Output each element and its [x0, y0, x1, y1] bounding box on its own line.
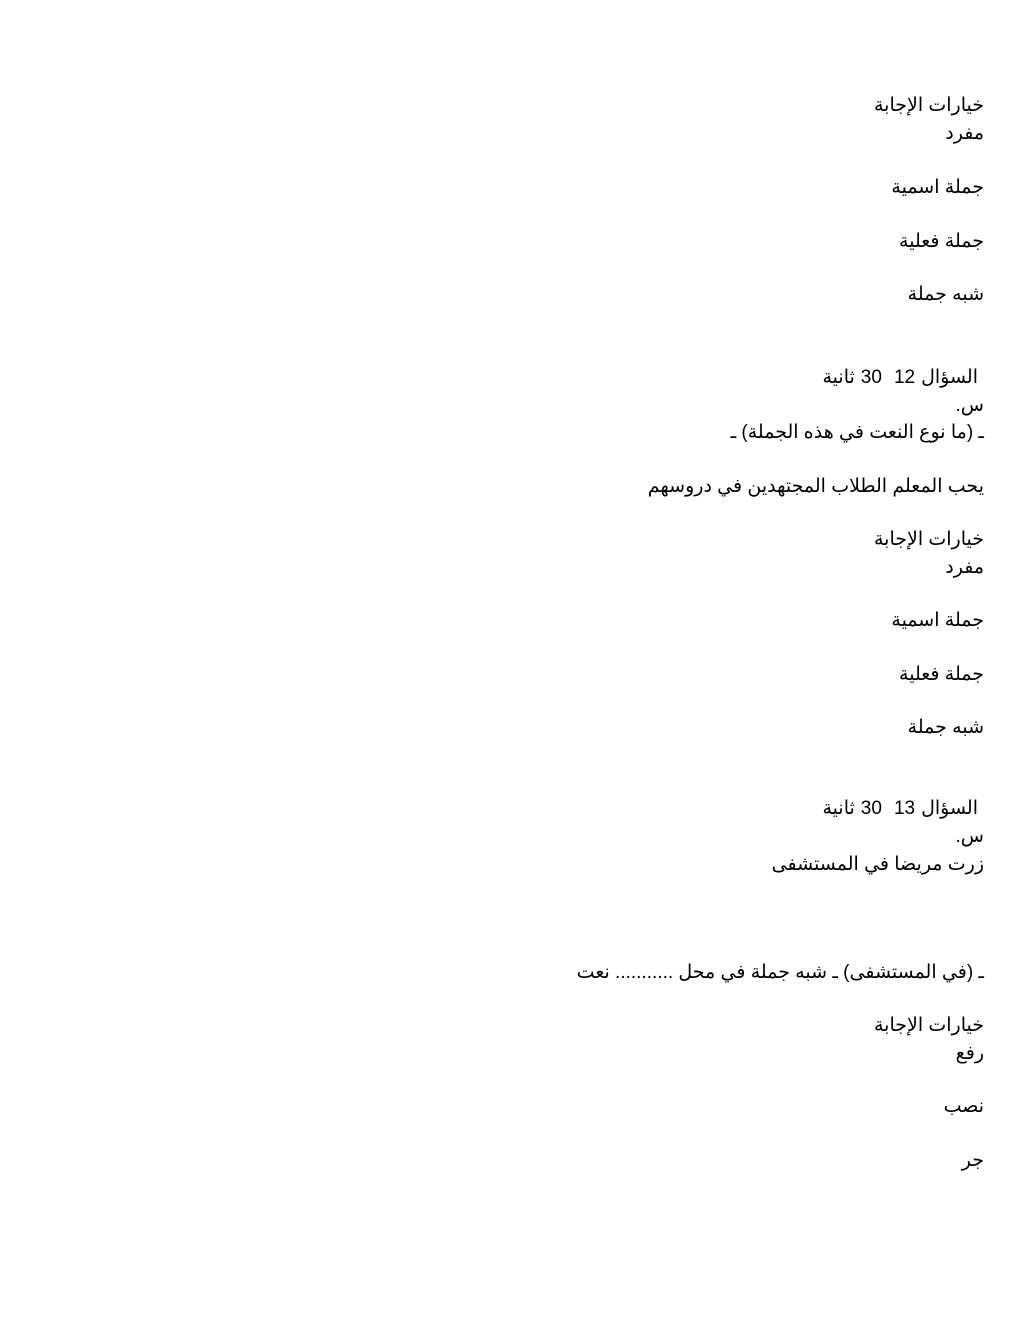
option-item: نصب: [943, 1096, 984, 1117]
question-number: 13: [893, 798, 916, 819]
question-seconds: 30: [860, 798, 882, 819]
option-item: شبه جملة: [907, 284, 984, 305]
question-seconds-label: ثانية: [822, 798, 855, 819]
option-item: جملة اسمية: [891, 610, 984, 631]
question-label: السؤال: [921, 798, 978, 819]
option-item: مفرد: [945, 123, 984, 144]
question-prefix: س.: [955, 395, 984, 416]
option-item: شبه جملة: [907, 717, 984, 738]
question-seconds: 30: [860, 367, 882, 388]
question-number: 12: [893, 367, 916, 388]
options-title: خيارات الإجابة: [873, 1015, 984, 1036]
question-header: [823, 797, 979, 821]
question-sentence: زرت مريضا في المستشفى: [771, 854, 984, 875]
question-text: ـ (ما نوع النعت في هذه الجملة) ـ: [730, 422, 984, 443]
option-item: جر: [961, 1150, 984, 1171]
options-title: خيارات الإجابة: [873, 95, 984, 116]
option-item: جملة فعلية: [899, 664, 984, 685]
option-item: رفع: [955, 1043, 984, 1064]
option-item: مفرد: [945, 557, 984, 578]
question-seconds-label: ثانية: [822, 367, 855, 388]
question-header: [823, 366, 979, 390]
question-text: ـ (في المستشفى) ـ شبه جملة في محل ........... نعت: [576, 962, 984, 983]
options-title: خيارات الإجابة: [873, 529, 984, 550]
question-sentence: يحب المعلم الطلاب المجتهدين في دروسهم: [647, 476, 984, 497]
option-item: جملة فعلية: [899, 231, 984, 252]
question-prefix: س.: [955, 826, 984, 847]
option-item: جملة اسمية: [891, 177, 984, 198]
question-label: السؤال: [921, 367, 978, 388]
